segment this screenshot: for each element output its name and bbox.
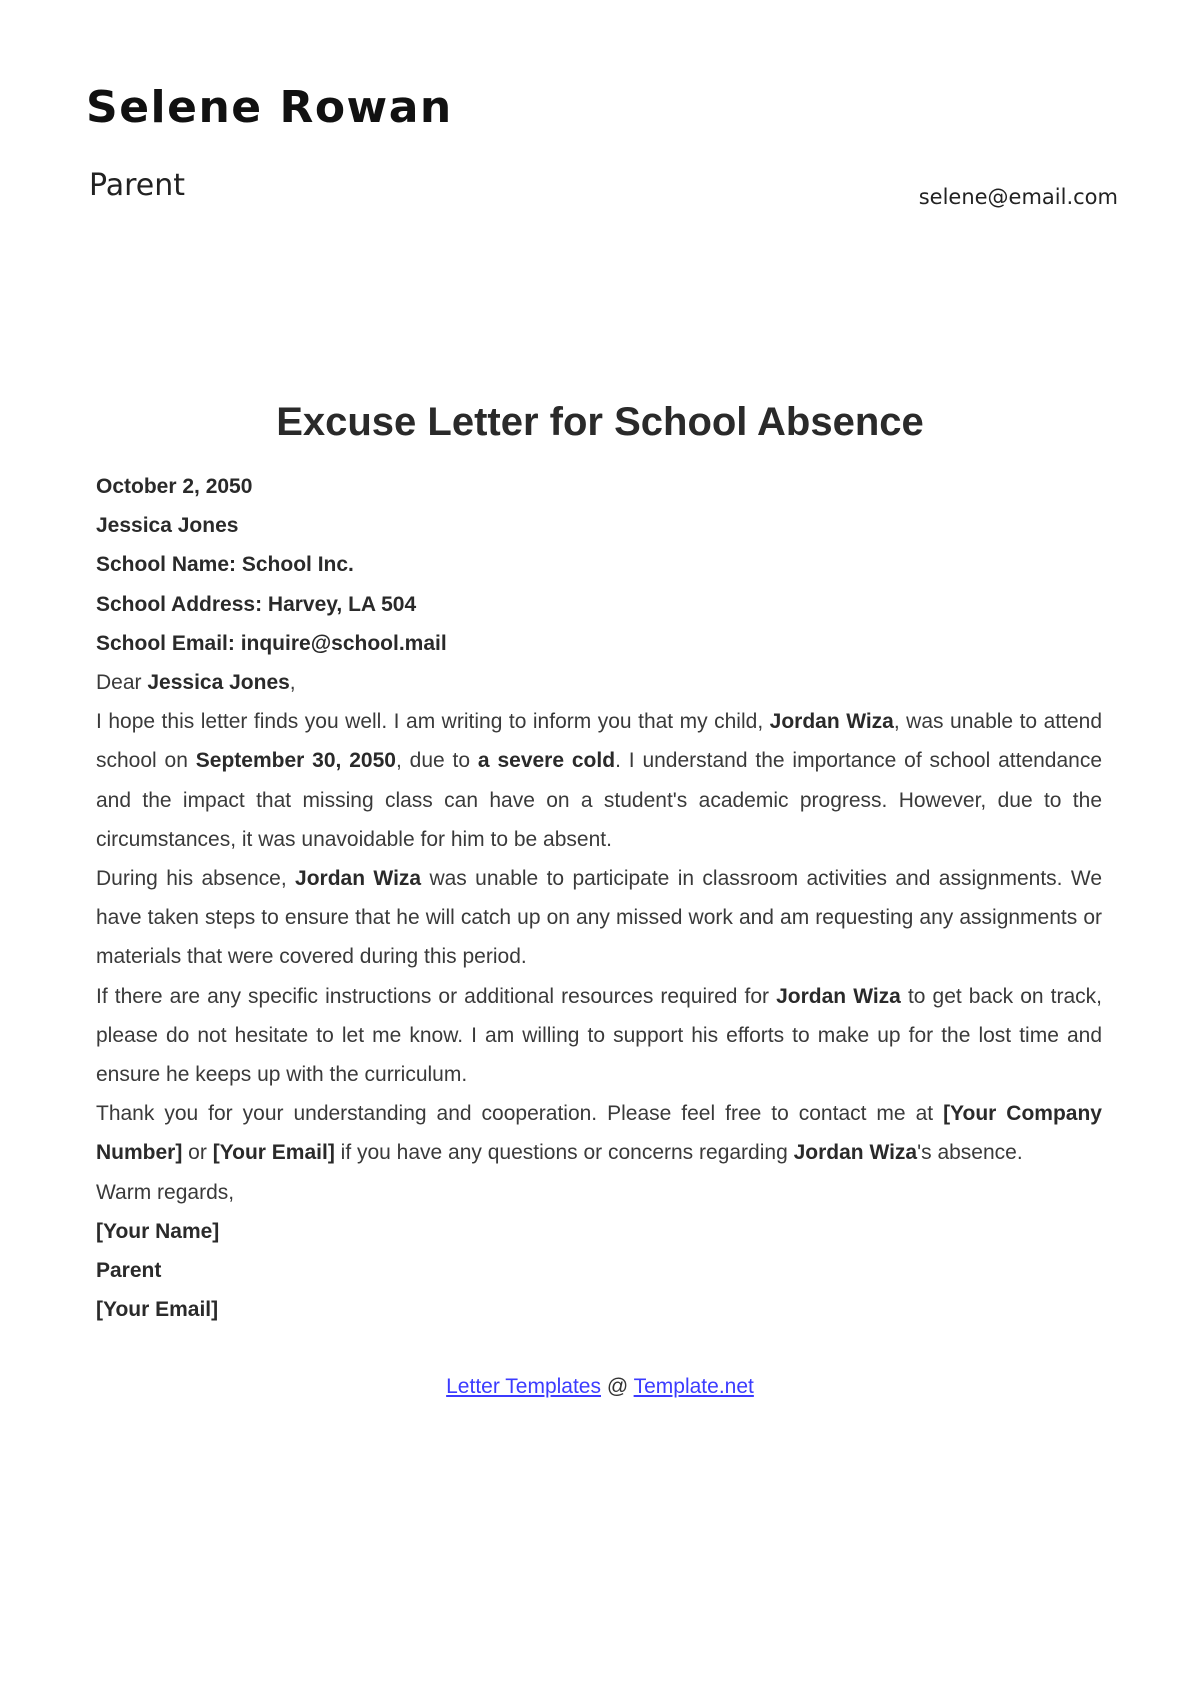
paragraph-missed-work: During his absence, Jordan Wiza was unable to participate in classroom activities and assignments. We have taken steps to ensure that he will catch up on any missed work and am requesting any assignments or materials that were covered during this period. <box>96 867 1102 969</box>
template-net-link[interactable]: Template.net <box>633 1375 754 1398</box>
school-email: School Email: inquire@school.mail <box>96 631 447 655</box>
recipient-name: Jessica Jones <box>96 514 239 538</box>
school-address: School Address: Harvey, LA 504 <box>96 592 417 616</box>
paragraph-thanks: Thank you for your understanding and cooperation. Please feel free to contact me at [Your Company Number] or [Your Email] if you have any questions or concerns regarding Jordan Wiza's absence. <box>96 1102 1102 1165</box>
paragraph-support-request: If there are any specific instructions or additional resources required for Jordan Wiza to get back on track, please do not hesitate to let me know. I am willing to support his efforts to make up for the lost time and ensure he keeps up with the curriculum. <box>96 984 1103 1087</box>
closing: Warm regards, <box>96 1180 235 1204</box>
sender-email: selene@email.com <box>918 185 1118 209</box>
letter-title: Excuse Letter for School Absence <box>276 400 924 444</box>
paragraph-absence-notice: I hope this letter finds you well. I am writing to inform you that my child, Jordan Wiza, was unable to attend school on September 30, 2050, due to a severe cold. I understand the importance of school attendance and the impact that missing class can have on a student's academic progress. However, due to the circumstances, it was unavoidable for him to be absent. <box>96 710 1103 851</box>
letter-templates-link[interactable]: Letter Templates <box>446 1375 601 1398</box>
signature-name: [Your Name] <box>96 1219 220 1243</box>
letter-date: October 2, 2050 <box>96 475 253 498</box>
footer-separator: @ <box>601 1375 634 1398</box>
school-name: School Name: School Inc. <box>96 553 354 577</box>
sender-name: Selene Rowan <box>86 82 453 133</box>
sender-role: Parent <box>89 168 186 203</box>
footer <box>0 1372 1200 1402</box>
letter-body <box>96 467 1102 1329</box>
signature-role: Parent <box>96 1259 162 1283</box>
salutation: Dear Jessica Jones, <box>96 671 296 695</box>
signature-email: [Your Email] <box>96 1298 219 1322</box>
